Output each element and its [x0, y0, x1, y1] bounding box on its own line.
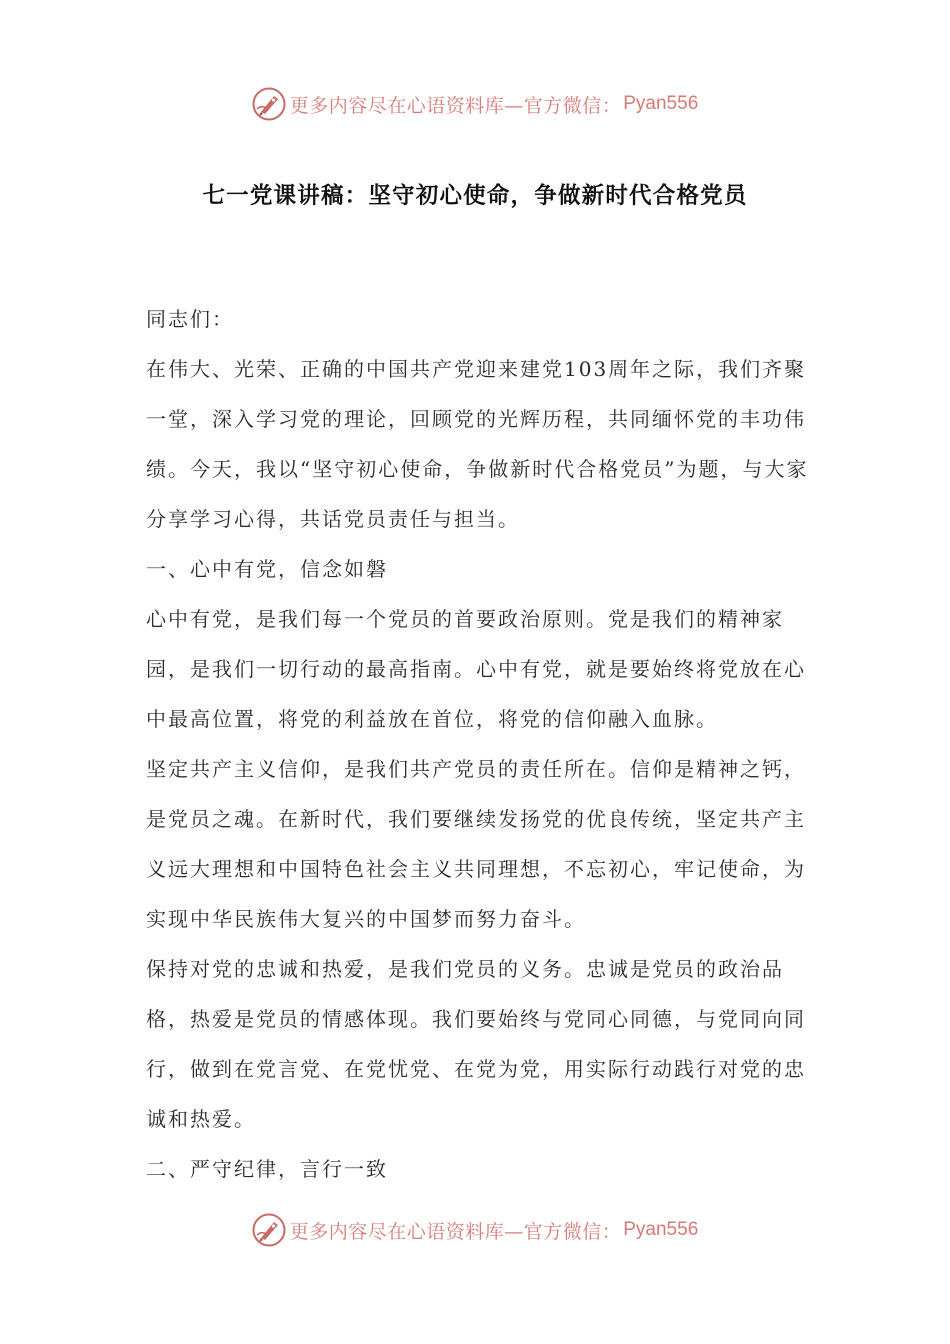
- footer-watermark: [0, 1212, 950, 1248]
- watermark-wechat-id: Pyan556: [623, 93, 699, 114]
- section-heading: 二、严守纪律，言行一致: [146, 1157, 388, 1181]
- watermark-text: 更多内容尽在心语资料库—官方微信：: [289, 94, 622, 117]
- header-watermark: [0, 86, 950, 122]
- paragraph: 坚定共产主义信仰，是我们共产党员的责任所在。信仰是精神之钙，是党员之魂。在新时代，我们要继续发扬党的优良传统，坚定共产主义远大理想和中国特色社会主义共同理想，不忘初心，牢记使命，为实现中华民族伟大复兴的中国梦而努力奋斗。: [146, 757, 806, 931]
- watermark-text: 更多内容尽在心语资料库—官方微信：: [289, 1220, 622, 1243]
- paragraph: 在伟大、光荣、正确的中国共产党迎来建党103周年之际，我们齐聚一堂，深入学习党的理论，回顾党的光辉历程，共同缅怀党的丰功伟绩。今天，我以“坚守初心使命，争做新时代合格党员”为题，与大家分享学习心得，共话党员责任与担当。: [146, 357, 809, 531]
- paragraph: 保持对党的忠诚和热爱，是我们党员的义务。忠诚是党员的政治品格，热爱是党员的情感体现。我们要始终与党同心同德，与党同向同行，做到在党言党、在党忧党、在党为党，用实际行动践行对党的忠诚和热爱。: [146, 957, 806, 1131]
- paragraph: 心中有党，是我们每一个党员的首要政治原则。党是我们的精神家园，是我们一切行动的最高指南。心中有党，就是要始终将党放在心中最高位置，将党的利益放在首位，将党的信仰融入血脉。: [146, 607, 806, 731]
- watermark-wechat-id: Pyan556: [623, 1219, 699, 1240]
- document-title: 七一党课讲稿：坚守初心使命，争做新时代合格党员: [202, 183, 748, 209]
- section-heading: 一、心中有党，信念如磐: [146, 557, 388, 581]
- pen-nib-logo-icon: [252, 87, 286, 121]
- pen-nib-logo-icon: [252, 1213, 286, 1247]
- salutation: 同志们：: [146, 307, 234, 331]
- document-body: [146, 294, 826, 1194]
